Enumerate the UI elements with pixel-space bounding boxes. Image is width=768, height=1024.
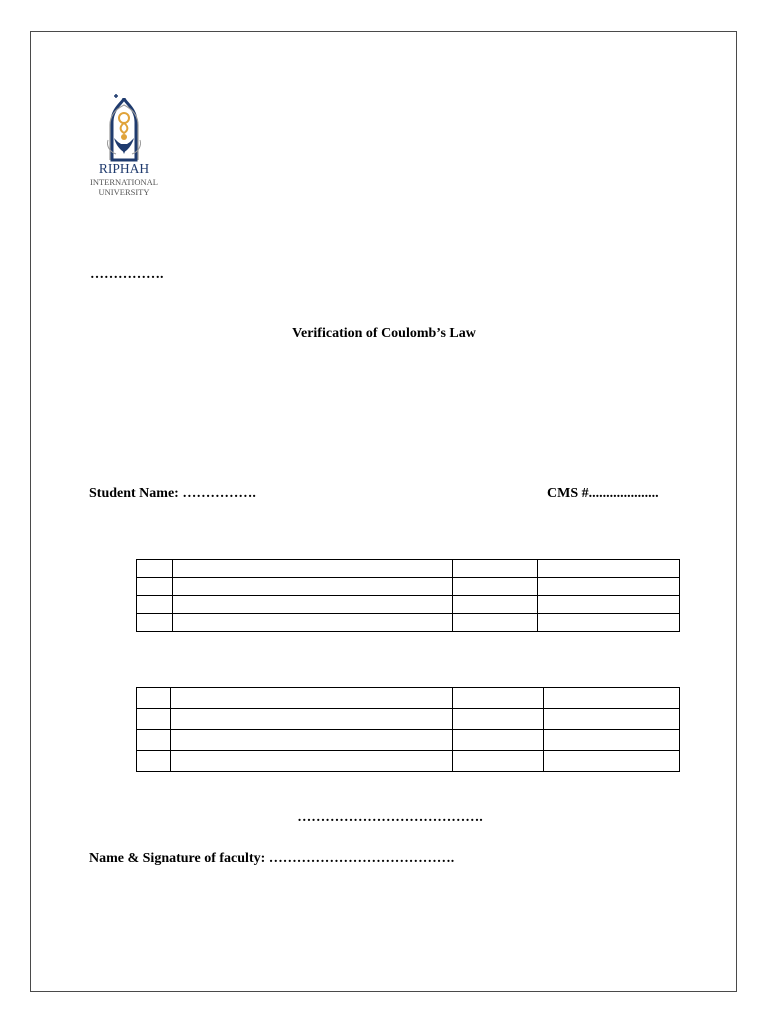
- table-cell: [137, 751, 171, 772]
- table-cell: [137, 709, 171, 730]
- table-row: [137, 709, 680, 730]
- table-cell: [173, 596, 453, 614]
- table-cell: [544, 688, 680, 709]
- table-cell: [171, 709, 453, 730]
- university-logo: [86, 90, 186, 205]
- riphah-emblem-icon: [86, 90, 186, 205]
- blank-table-1: [136, 559, 680, 632]
- table-cell: [173, 560, 453, 578]
- table-cell: [453, 709, 544, 730]
- table-cell: [538, 614, 680, 632]
- logo-line-3: UNIVERSITY: [98, 187, 150, 197]
- logo-name: RIPHAH: [98, 161, 150, 176]
- table-cell: [538, 596, 680, 614]
- table-row: [137, 688, 680, 709]
- table-cell: [173, 578, 453, 596]
- table-cell: [453, 560, 538, 578]
- table-cell: [137, 596, 173, 614]
- table-cell: [538, 578, 680, 596]
- table-cell: [137, 730, 171, 751]
- table-cell: [453, 614, 538, 632]
- document-title: Verification of Coulomb’s Law: [292, 326, 476, 341]
- cms-number-field: CMS #....................: [547, 486, 659, 501]
- table-row: [137, 596, 680, 614]
- table-cell: [171, 730, 453, 751]
- table-cell: [538, 560, 680, 578]
- table-cell: [137, 614, 173, 632]
- table-cell: [544, 709, 680, 730]
- table-cell: [171, 751, 453, 772]
- table-cell: [171, 688, 453, 709]
- table-cell: [453, 688, 544, 709]
- table-cell: [453, 730, 544, 751]
- table-row: [137, 614, 680, 632]
- blank-table-2: [136, 687, 680, 772]
- table-row: [137, 560, 680, 578]
- student-name-field: Student Name: …………….: [89, 486, 256, 501]
- table-cell: [453, 596, 538, 614]
- table-cell: [544, 730, 680, 751]
- logo-line-2: INTERNATIONAL: [90, 177, 158, 187]
- table-cell: [453, 578, 538, 596]
- table-cell: [544, 751, 680, 772]
- faculty-signature-field: Name & Signature of faculty: ………………………………….: [89, 851, 455, 866]
- table-row: [137, 751, 680, 772]
- table-cell: [453, 751, 544, 772]
- table-row: [137, 730, 680, 751]
- table-cell: [173, 614, 453, 632]
- table-row: [137, 578, 680, 596]
- footer-dots: ………………………………….: [297, 810, 483, 825]
- header-dots: …………….: [90, 267, 164, 282]
- table-cell: [137, 578, 173, 596]
- table-cell: [137, 560, 173, 578]
- table-cell: [137, 688, 171, 709]
